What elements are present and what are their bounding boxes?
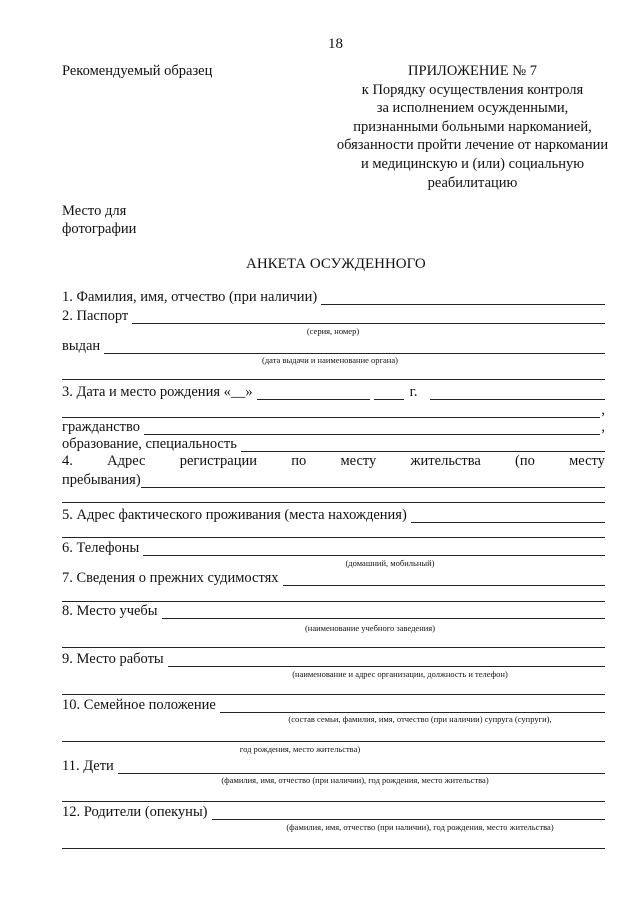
appendix-line: реабилитацию [427,174,518,191]
birth-place-continuation-line[interactable] [62,403,600,418]
appendix-title: ПРИЛОЖЕНИЕ № 7 [408,63,537,79]
word: регистрации [179,453,257,469]
appendix-line: обязанности пройти лечение от наркомании [336,137,609,154]
word: месту [340,453,377,469]
word: (по [515,453,535,469]
field-full-name [62,287,605,305]
word: месту [569,453,605,469]
field-label: 1. Фамилия, имя, отчество (при наличии) [62,289,318,305]
appendix-line: за исполнением осужденными, [376,100,569,117]
year-label: г. [409,384,418,400]
field-label: 5. Адрес фактического проживания (места нахождения) [62,507,407,523]
issued-continuation-line[interactable] [62,379,605,380]
field-label: 6. Телефоны [62,540,140,556]
field-work [62,649,605,667]
field-label: 3. Дата и место рождения «__» [62,384,253,400]
children-caption: (фамилия, имя, отчество (при наличии), год рождения, место жительства) [221,775,489,785]
field-label: пребывания) [62,472,141,488]
page-number: 18 [328,36,343,52]
field-phones [62,538,605,556]
appendix-line: и медицинскую и (или) социальную [360,155,585,172]
photo-place [62,202,136,238]
field-registration [62,470,605,488]
study-input-line[interactable] [162,604,605,619]
passport-input-line[interactable] [132,309,605,324]
birth-place-line[interactable] [430,385,605,400]
field-birth-cont [62,400,605,418]
work-caption: (наименование и адрес организации, должность и телефон) [292,669,508,679]
children-input-line[interactable] [118,759,605,774]
work-input-line[interactable] [168,652,605,667]
field-label: образование, специальность [62,436,237,452]
citizenship-input-line[interactable] [144,420,600,435]
field-issued [62,336,605,354]
photo-place-line: Место для [62,203,127,219]
field-registration-label [62,453,605,470]
field-label: 12. Родители (опекуны) [62,804,208,820]
convictions-input-line[interactable] [283,571,605,586]
comma: , [601,402,605,418]
registration-input-line[interactable] [141,473,605,488]
issued-input-line[interactable] [104,339,605,354]
field-parents [62,802,605,820]
field-label: 2. Паспорт [62,308,129,324]
word: жительства [410,453,481,469]
appendix-line: к Порядку осуществления контроля [361,81,584,98]
registration-continuation-line[interactable] [62,502,605,503]
actual-address-input-line[interactable] [411,508,605,523]
issued-caption: (дата выдачи и наименование органа) [262,355,398,365]
field-label: гражданство [62,419,140,435]
appendix-line: признанными больными наркоманией, [353,118,592,135]
word: 4. [62,453,73,469]
field-actual-address [62,505,605,523]
appendix-block [330,62,615,192]
family-continuation-line[interactable] [62,741,605,742]
photo-place-line: фотографии [62,221,137,237]
birth-year-line[interactable] [374,385,404,400]
word: по [291,453,307,469]
form-title: АНКЕТА ОСУЖДЕННОГО [246,256,426,272]
field-label: 11. Дети [62,758,114,774]
field-label: 9. Место работы [62,651,164,667]
education-input-line[interactable] [241,437,605,452]
field-family [62,695,605,713]
comma: , [601,419,605,435]
field-study [62,601,605,619]
study-caption: (наименование учебного заведения) [304,623,436,633]
family-input-line[interactable] [220,698,605,713]
family-caption: (состав семьи, фамилия, имя, отчество (при наличии) супруга (супруги), [288,714,552,724]
phones-caption: (домашний, мобильный) [345,558,435,568]
family-caption-2: год рождения, место жительства) [239,744,361,754]
field-passport [62,306,605,324]
field-label: 8. Место учебы [62,603,158,619]
field-label: 7. Сведения о прежних судимостях [62,570,279,586]
recommended-sample-label: Рекомендуемый образец [62,63,213,79]
word: Адрес [107,453,146,469]
phones-input-line[interactable] [143,541,605,556]
field-birth [62,382,605,400]
parents-caption: (фамилия, имя, отчество (при наличии), год рождения, место жительства) [286,822,554,832]
passport-caption: (серия, номер) [306,326,360,336]
field-children [62,756,605,774]
birth-date-line[interactable] [257,385,370,400]
field-convictions [62,568,605,586]
field-label: выдан [62,338,101,354]
parents-input-line[interactable] [212,805,605,820]
field-education [62,434,605,452]
field-label: 10. Семейное положение [62,697,216,713]
full-name-input-line[interactable] [321,290,605,305]
study-continuation-line[interactable] [62,647,605,648]
field-citizenship [62,417,605,435]
parents-continuation-line[interactable] [62,848,605,849]
